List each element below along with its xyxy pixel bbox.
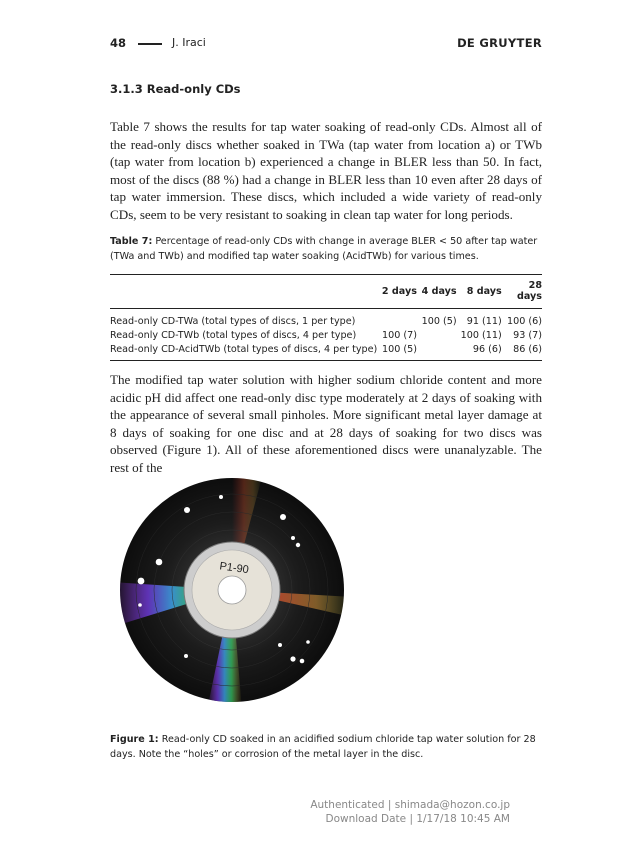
figure-caption — [110, 732, 542, 763]
footer-download-date: Download Date | 1/17/18 10:45 AM — [325, 813, 510, 825]
footer-authenticated: Authenticated | shimada@hozon.co.jp — [310, 799, 510, 811]
table-cell — [417, 329, 457, 343]
results-table — [110, 274, 542, 361]
page-number: 48 — [110, 36, 127, 50]
table-cell: 96 (6) — [472, 344, 502, 355]
table-caption — [110, 234, 542, 265]
table-caption-label: Table 7: — [110, 236, 153, 247]
table-header-cell: 4 days — [421, 285, 457, 297]
table-header-row — [110, 275, 542, 309]
table-cell: 86 (6) — [513, 344, 542, 355]
figure-cd-photo — [112, 477, 352, 710]
table-header-cell — [110, 275, 377, 309]
table-cell: Read-only CD-TWa (total types of discs, 1 per type) — [110, 316, 356, 327]
table-cell — [377, 309, 417, 329]
publisher-name: DE GRUYTER — [457, 36, 542, 50]
table-cell — [417, 343, 457, 361]
cd-disc-image — [112, 477, 352, 710]
table-cell: 91 (11) — [466, 316, 502, 327]
table-cell: 100 (11) — [460, 330, 502, 341]
table-row — [110, 343, 542, 361]
table-header-cell: 8 days — [466, 285, 502, 297]
table-row — [110, 329, 542, 343]
disc-marking: P1-90 — [218, 560, 250, 577]
figure-caption-label: Figure 1: — [110, 734, 159, 745]
body-paragraph-1: Table 7 shows the results for tap water soaking of read-only CDs. Almost all of the read-only discs whether soaked in TWa (tap water from location a) or TWb (tap water from location b) experienced a change in BLER less than 50. In fact, most of the discs (88 %) had a change in BLER less than 10 even after 28 days of tap water immersion. These discs, which included a wide variety of read-only CDs, seem to be very resistant to soaking in clean tap water for long periods. — [110, 119, 542, 222]
body-paragraph-2: The modified tap water solution with higher sodium chloride content and more acidic pH did affect one read-only disc type moderately at 2 days of soaking with the appearance of several small pinholes. More significant metal layer damage at 8 days of soaking for one disc and at 28 days of soaking for two discs was observed (Figure 1). All of these aforementioned discs were unanalyzable. The rest of the — [110, 372, 542, 475]
table-cell: Read-only CD-TWb (total types of discs, 4 per type) — [110, 330, 357, 341]
table-cell: Read-only CD-AcidTWb (total types of discs, 4 per type) — [110, 344, 378, 355]
header-dash — [138, 43, 162, 45]
figure-caption-text: Read-only CD soaked in an acidified sodium chloride tap water solution for 28 days. Note the “holes” or corrosion of the metal layer in the disc. — [110, 734, 536, 761]
section-title: 3.1.3 Read-only CDs — [110, 82, 241, 96]
table-cell: 93 (7) — [513, 330, 542, 341]
table-cell: 100 (6) — [507, 316, 542, 327]
table-caption-text: Percentage of read-only CDs with change in average BLER < 50 after tap water (TWa and TWb) and modified tap water soaking (AcidTWb) for various times. — [110, 236, 538, 263]
table-header-cell: 2 days — [381, 285, 417, 297]
running-author: J. Iraci — [172, 36, 206, 49]
table-header-cell: 28 days — [516, 280, 542, 302]
running-header — [110, 36, 542, 50]
table-row — [110, 309, 542, 329]
table-cell: 100 (7) — [381, 330, 417, 341]
table-cell: 100 (5) — [381, 344, 417, 355]
table-cell: 100 (5) — [421, 316, 457, 327]
